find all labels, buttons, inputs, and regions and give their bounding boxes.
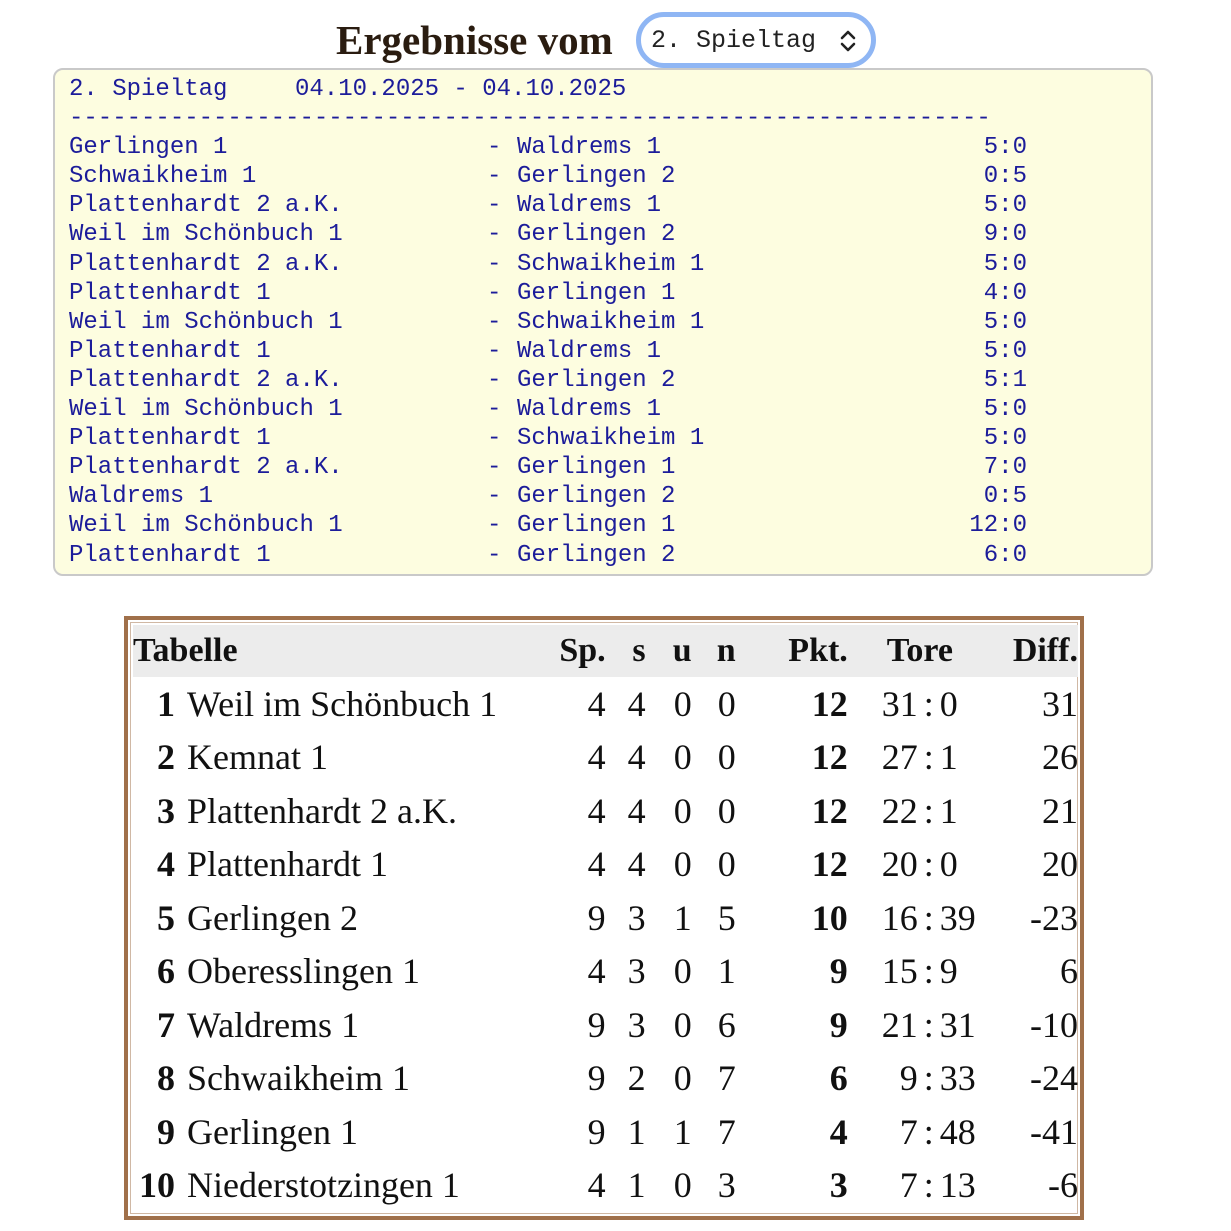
n-cell: 3 xyxy=(717,1165,736,1206)
match-dash: - xyxy=(487,366,502,394)
pkt-cell: 4 xyxy=(829,1111,848,1152)
u-cell: 0 xyxy=(673,737,692,778)
tore-cell xyxy=(848,1105,992,1159)
sp-cell: 4 xyxy=(587,683,606,724)
match-score: 4:0 xyxy=(983,279,1027,307)
home-team: Weil im Schönbuch 1 xyxy=(69,308,343,336)
away-team: Gerlingen 2 xyxy=(517,483,676,511)
u-cell: 1 xyxy=(673,1111,692,1152)
u-cell: 0 xyxy=(673,1058,692,1099)
chevron-updown-icon xyxy=(839,27,857,55)
match-score: 5:0 xyxy=(983,425,1027,453)
sp-cell: 4 xyxy=(587,951,606,992)
match-dash: - xyxy=(487,337,502,365)
n-cell: 5 xyxy=(717,897,736,938)
sp-cell: 9 xyxy=(587,1004,606,1045)
goals-separator: : xyxy=(923,737,934,778)
match-row xyxy=(69,191,1027,220)
s-cell: 4 xyxy=(627,790,646,831)
away-team: Gerlingen 2 xyxy=(517,221,676,249)
goals-against: 1 xyxy=(939,790,958,831)
results-panel xyxy=(53,68,1153,576)
goals-for: 21 xyxy=(881,1004,918,1045)
goals-against: 48 xyxy=(939,1111,976,1152)
rank-cell: 4 xyxy=(157,844,176,885)
away-team: Schwaikheim 1 xyxy=(517,425,705,453)
home-team: Plattenhardt 2 a.K. xyxy=(69,454,343,482)
diff-cell: 6 xyxy=(1060,951,1078,992)
match-score: 5:0 xyxy=(983,192,1027,220)
n-cell: 7 xyxy=(717,1058,736,1099)
match-score: 5:0 xyxy=(983,308,1027,336)
away-team: Waldrems 1 xyxy=(517,337,662,365)
standings-row xyxy=(133,1052,1078,1106)
goals-separator: : xyxy=(923,844,934,885)
s-cell: 1 xyxy=(627,1165,646,1206)
match-dash: - xyxy=(487,279,502,307)
sp-cell: 9 xyxy=(587,1058,606,1099)
goals-for: 31 xyxy=(881,683,918,724)
match-row xyxy=(69,366,1027,395)
goals-for: 7 xyxy=(899,1165,918,1206)
match-score: 5:0 xyxy=(983,134,1027,162)
standings-row xyxy=(133,677,1078,731)
goals-against: 39 xyxy=(939,897,976,938)
home-team: Weil im Schönbuch 1 xyxy=(69,396,343,424)
diff-cell: -6 xyxy=(1048,1165,1078,1206)
goals-separator: : xyxy=(923,897,934,938)
match-score: 0:5 xyxy=(983,163,1027,191)
home-team: Weil im Schönbuch 1 xyxy=(69,512,343,540)
home-team: Plattenhardt 2 a.K. xyxy=(69,250,343,278)
goals-against: 1 xyxy=(939,737,958,778)
sp-cell: 9 xyxy=(587,1111,606,1152)
header-tore: Tore xyxy=(886,632,953,669)
header-pkt: Pkt. xyxy=(788,632,848,669)
match-row xyxy=(69,511,1027,540)
n-cell: 0 xyxy=(717,844,736,885)
goals-for: 20 xyxy=(881,844,918,885)
tore-cell xyxy=(848,838,992,892)
goals-against: 33 xyxy=(939,1058,976,1099)
goals-separator: : xyxy=(923,683,934,724)
sp-cell: 4 xyxy=(587,844,606,885)
team-cell: Gerlingen 1 xyxy=(187,1111,358,1152)
matchday-select[interactable] xyxy=(636,12,876,68)
home-team: Weil im Schönbuch 1 xyxy=(69,221,343,249)
match-score: 6:0 xyxy=(983,541,1027,569)
goals-against: 0 xyxy=(939,844,958,885)
home-team: Plattenhardt 1 xyxy=(69,279,271,307)
tore-cell xyxy=(848,731,992,785)
header-diff: Diff. xyxy=(1012,632,1078,669)
u-cell: 0 xyxy=(673,790,692,831)
match-row xyxy=(69,482,1027,511)
page-title: Ergebnisse vom xyxy=(336,17,613,63)
date-range: 04.10.2025 - 04.10.2025 xyxy=(295,76,627,103)
pkt-cell: 12 xyxy=(811,737,848,778)
team-cell: Schwaikheim 1 xyxy=(187,1058,410,1099)
sp-cell: 4 xyxy=(587,790,606,831)
away-team: Waldrems 1 xyxy=(517,134,662,162)
rank-cell: 10 xyxy=(139,1165,176,1206)
match-dash: - xyxy=(487,454,502,482)
match-row xyxy=(69,541,1027,570)
pkt-cell: 6 xyxy=(829,1058,848,1099)
header-u: u xyxy=(672,632,692,669)
n-cell: 0 xyxy=(717,737,736,778)
match-score: 5:0 xyxy=(983,396,1027,424)
sp-cell: 9 xyxy=(587,897,606,938)
sp-cell: 4 xyxy=(587,1165,606,1206)
match-row xyxy=(69,337,1027,366)
match-dash: - xyxy=(487,425,502,453)
match-row xyxy=(69,220,1027,249)
pkt-cell: 3 xyxy=(829,1165,848,1206)
home-team: Plattenhardt 1 xyxy=(69,541,271,569)
team-cell: Oberesslingen 1 xyxy=(187,951,420,992)
match-dash: - xyxy=(487,163,502,191)
rank-cell: 6 xyxy=(157,951,176,992)
standings-row xyxy=(133,945,1078,999)
header-s: s xyxy=(632,632,646,669)
diff-cell: 31 xyxy=(1042,683,1078,724)
match-row xyxy=(69,279,1027,308)
match-score: 9:0 xyxy=(983,221,1027,249)
match-row xyxy=(69,395,1027,424)
match-score: 5:0 xyxy=(983,250,1027,278)
away-team: Gerlingen 1 xyxy=(517,512,676,540)
away-team: Gerlingen 2 xyxy=(517,366,676,394)
pkt-cell: 12 xyxy=(811,683,848,724)
home-team: Waldrems 1 xyxy=(69,483,214,511)
away-team: Schwaikheim 1 xyxy=(517,308,705,336)
pkt-cell: 9 xyxy=(829,1004,848,1045)
team-cell: Plattenhardt 2 a.K. xyxy=(187,790,457,831)
team-cell: Waldrems 1 xyxy=(187,1004,360,1045)
goals-against: 31 xyxy=(939,1004,976,1045)
standings-row xyxy=(133,1159,1078,1213)
u-cell: 0 xyxy=(673,683,692,724)
tore-cell xyxy=(848,998,992,1052)
match-score: 0:5 xyxy=(983,483,1027,511)
pkt-cell: 9 xyxy=(829,951,848,992)
match-row xyxy=(69,162,1027,191)
goals-for: 22 xyxy=(881,790,918,831)
match-dash: - xyxy=(487,308,502,336)
goals-separator: : xyxy=(923,951,934,992)
sp-cell: 4 xyxy=(587,737,606,778)
n-cell: 1 xyxy=(717,951,736,992)
home-team: Schwaikheim 1 xyxy=(69,163,257,191)
standings-body xyxy=(133,677,1078,1212)
results-separator: ---------------------------------------------------------------- xyxy=(69,105,991,133)
n-cell: 7 xyxy=(717,1111,736,1152)
goals-against: 13 xyxy=(939,1165,976,1206)
tore-cell xyxy=(848,945,992,999)
n-cell: 0 xyxy=(717,790,736,831)
home-team: Plattenhardt 1 xyxy=(69,337,271,365)
match-row xyxy=(69,453,1027,482)
team-cell: Gerlingen 2 xyxy=(187,897,358,938)
rank-cell: 5 xyxy=(157,897,176,938)
diff-cell: -41 xyxy=(1030,1111,1078,1152)
home-team: Gerlingen 1 xyxy=(69,134,228,162)
away-team: Gerlingen 2 xyxy=(517,541,676,569)
diff-cell: -10 xyxy=(1030,1004,1078,1045)
standings-row xyxy=(133,784,1078,838)
match-dash: - xyxy=(487,250,502,278)
team-cell: Plattenhardt 1 xyxy=(187,844,388,885)
s-cell: 4 xyxy=(627,844,646,885)
team-cell: Niederstotzingen 1 xyxy=(187,1165,460,1206)
match-dash: - xyxy=(487,134,502,162)
away-team: Waldrems 1 xyxy=(517,192,662,220)
s-cell: 4 xyxy=(627,737,646,778)
match-list xyxy=(69,133,1027,569)
s-cell: 3 xyxy=(627,897,646,938)
u-cell: 0 xyxy=(673,1165,692,1206)
away-team: Schwaikheim 1 xyxy=(517,250,705,278)
pkt-cell: 12 xyxy=(811,844,848,885)
goals-against: 9 xyxy=(939,951,958,992)
home-team: Plattenhardt 1 xyxy=(69,425,271,453)
diff-cell: -23 xyxy=(1030,897,1078,938)
goals-for: 7 xyxy=(899,1111,918,1152)
tore-cell xyxy=(848,1159,992,1213)
match-row xyxy=(69,250,1027,279)
n-cell: 0 xyxy=(717,683,736,724)
goals-separator: : xyxy=(923,1165,934,1206)
match-row xyxy=(69,133,1027,162)
s-cell: 4 xyxy=(627,683,646,724)
header-tabelle: Tabelle xyxy=(133,632,238,669)
diff-cell: 26 xyxy=(1042,737,1078,778)
match-dash: - xyxy=(487,541,502,569)
standings-header-row xyxy=(133,625,1078,677)
match-score: 5:1 xyxy=(983,366,1027,394)
results-header xyxy=(69,75,1027,104)
match-score: 5:0 xyxy=(983,337,1027,365)
standings-row xyxy=(133,838,1078,892)
goals-separator: : xyxy=(923,1004,934,1045)
rank-cell: 3 xyxy=(157,790,176,831)
away-team: Gerlingen 2 xyxy=(517,163,676,191)
goals-separator: : xyxy=(923,790,934,831)
s-cell: 2 xyxy=(627,1058,646,1099)
u-cell: 0 xyxy=(673,1004,692,1045)
standings-row xyxy=(133,1105,1078,1159)
goals-separator: : xyxy=(923,1111,934,1152)
team-cell: Weil im Schönbuch 1 xyxy=(187,683,498,724)
tore-cell xyxy=(848,1052,992,1106)
rank-cell: 7 xyxy=(157,1004,176,1045)
tore-cell xyxy=(848,784,992,838)
standings-table xyxy=(133,625,1078,1212)
diff-cell: 21 xyxy=(1042,790,1078,831)
team-cell: Kemnat 1 xyxy=(187,737,328,778)
goals-for: 16 xyxy=(881,897,918,938)
rank-cell: 1 xyxy=(157,683,176,724)
match-score: 7:0 xyxy=(983,454,1027,482)
heading-row xyxy=(0,8,1231,68)
match-row xyxy=(69,308,1027,337)
u-cell: 0 xyxy=(673,951,692,992)
goals-for: 27 xyxy=(881,737,918,778)
away-team: Waldrems 1 xyxy=(517,396,662,424)
matchday-select-value: 2. Spieltag xyxy=(651,26,817,55)
standings-row xyxy=(133,891,1078,945)
u-cell: 1 xyxy=(673,897,692,938)
n-cell: 6 xyxy=(717,1004,736,1045)
pkt-cell: 12 xyxy=(811,790,848,831)
diff-cell: 20 xyxy=(1042,844,1078,885)
home-team: Plattenhardt 2 a.K. xyxy=(69,192,343,220)
match-dash: - xyxy=(487,192,502,220)
u-cell: 0 xyxy=(673,844,692,885)
goals-for: 9 xyxy=(899,1058,918,1099)
away-team: Gerlingen 1 xyxy=(517,454,676,482)
match-score: 12:0 xyxy=(969,512,1027,540)
results-text xyxy=(69,75,1027,570)
match-dash: - xyxy=(487,483,502,511)
goals-separator: : xyxy=(923,1058,934,1099)
match-row xyxy=(69,424,1027,453)
s-cell: 1 xyxy=(627,1111,646,1152)
standings-row xyxy=(133,731,1078,785)
match-dash: - xyxy=(487,221,502,249)
s-cell: 3 xyxy=(627,951,646,992)
diff-cell: -24 xyxy=(1030,1058,1078,1099)
goals-for: 15 xyxy=(881,951,918,992)
matchday-title: 2. Spieltag xyxy=(69,76,228,103)
rank-cell: 2 xyxy=(157,737,176,778)
rank-cell: 9 xyxy=(157,1111,176,1152)
standings-row xyxy=(133,998,1078,1052)
s-cell: 3 xyxy=(627,1004,646,1045)
match-dash: - xyxy=(487,396,502,424)
goals-against: 0 xyxy=(939,683,958,724)
match-dash: - xyxy=(487,512,502,540)
away-team: Gerlingen 1 xyxy=(517,279,676,307)
standings-table-box xyxy=(124,616,1084,1220)
header-sp: Sp. xyxy=(559,632,606,669)
tore-cell xyxy=(848,891,992,945)
pkt-cell: 10 xyxy=(811,897,848,938)
header-n: n xyxy=(716,632,736,669)
rank-cell: 8 xyxy=(157,1058,176,1099)
home-team: Plattenhardt 2 a.K. xyxy=(69,366,343,394)
tore-cell xyxy=(848,677,992,731)
